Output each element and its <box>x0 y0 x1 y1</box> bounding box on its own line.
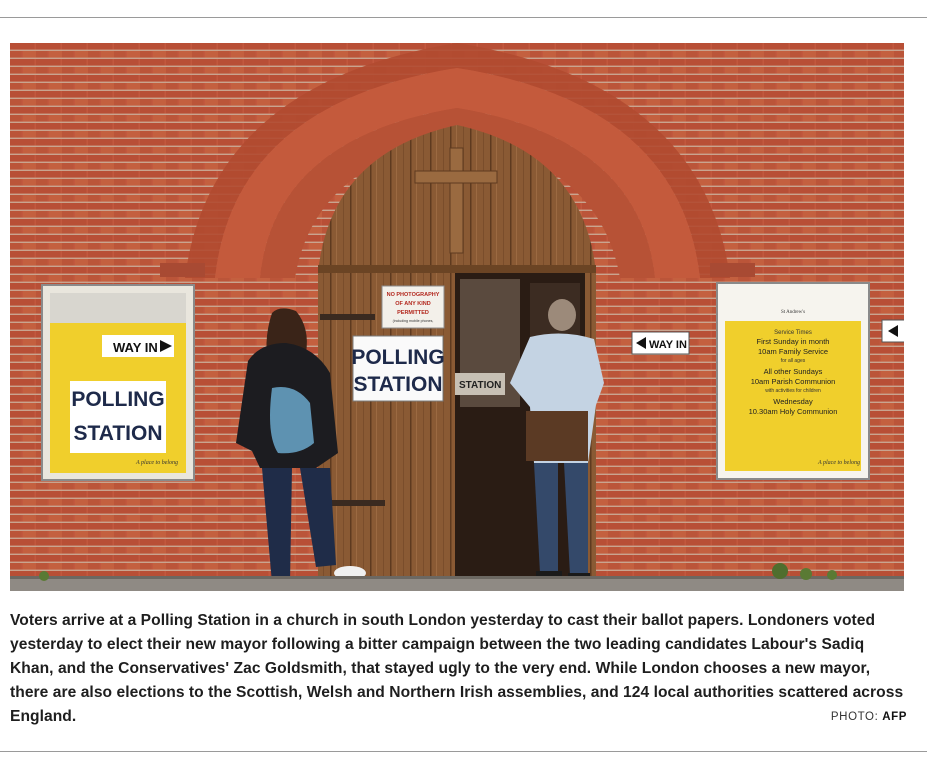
svg-text:(including mobile phones,: (including mobile phones, <box>392 319 434 323</box>
svg-text:A place to belong: A place to belong <box>136 460 179 466</box>
svg-text:STATION: STATION <box>459 380 502 391</box>
svg-text:PERMITTED: PERMITTED <box>397 310 429 316</box>
svg-text:10am Family Service: 10am Family Service <box>757 347 829 356</box>
photo-credit <box>831 711 907 723</box>
svg-text:NO PHOTOGRAPHY: NO PHOTOGRAPHY <box>386 292 440 298</box>
cross <box>450 148 463 253</box>
svg-text:First Sunday in month: First Sunday in month <box>756 337 830 346</box>
svg-text:for all ages: for all ages <box>780 358 806 364</box>
svg-text:A place to belong: A place to belong <box>817 460 860 466</box>
caption-text: Voters arrive at a Polling Station in a church in south London yesterday to cast their ballot papers. Londoners voted yesterday to elect their new mayor following a bitter campaign between the two leading candidates Labour's Sadiq Khan, and the Conservatives' Zac Goldsmith, that stayed ugly to the very end. While London chooses a new mayor, there are also elections to the Scottish, Welsh and Northern Irish assemblies, and 124 local authorities scattered across England. <box>10 612 904 725</box>
svg-text:10am Parish Communion: 10am Parish Communion <box>750 377 836 386</box>
svg-text:Wednesday: Wednesday <box>773 397 813 406</box>
svg-text:Service Times: Service Times <box>774 330 812 336</box>
svg-text:10.30am Holy Communion: 10.30am Holy Communion <box>748 407 838 416</box>
svg-text:All other Sundays: All other Sundays <box>763 367 823 376</box>
pavement <box>10 578 904 591</box>
news-photo <box>10 43 904 591</box>
svg-text:St Andrew's: St Andrew's <box>780 310 806 315</box>
svg-text:STATION: STATION <box>73 422 163 445</box>
credit-source: AFP <box>882 711 907 723</box>
credit-label: PHOTO: <box>830 711 879 723</box>
svg-text:WAY IN: WAY IN <box>113 340 158 355</box>
photo-caption <box>10 609 910 729</box>
bottom-rule <box>0 751 927 752</box>
svg-text:POLLING: POLLING <box>351 346 445 369</box>
svg-text:with activities for children: with activities for children <box>765 388 821 394</box>
svg-text:POLLING: POLLING <box>71 388 165 411</box>
svg-text:OF ANY KIND: OF ANY KIND <box>395 301 431 307</box>
svg-text:WAY IN: WAY IN <box>649 339 687 351</box>
top-rule <box>0 17 927 18</box>
svg-text:STATION: STATION <box>353 373 443 396</box>
